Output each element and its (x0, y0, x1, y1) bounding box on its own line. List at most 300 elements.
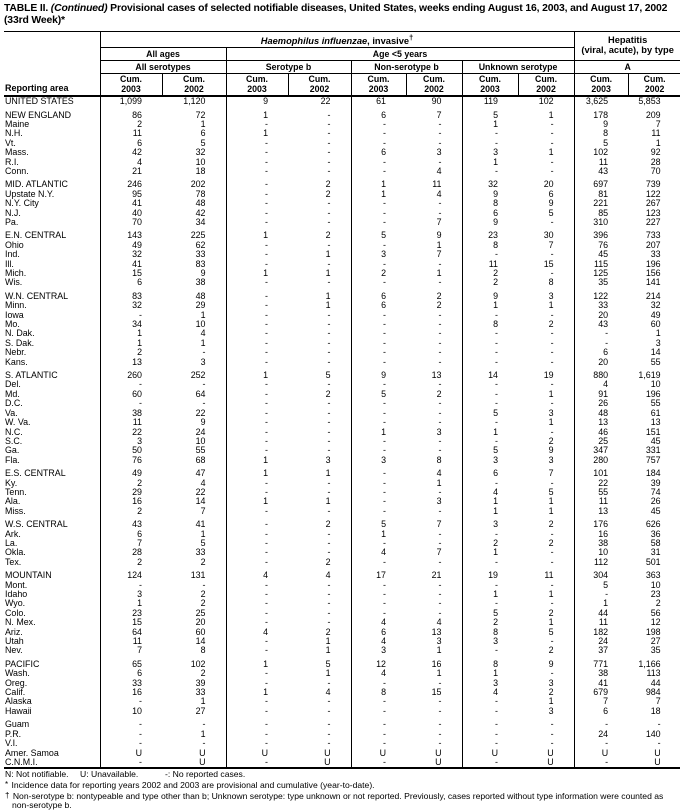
value-cell: 1 (325, 468, 331, 479)
value-cell: - (202, 347, 206, 358)
table-body (4, 96, 680, 768)
value-cell: U (435, 747, 442, 758)
value-cell: - (438, 319, 442, 330)
value-cell: - (550, 268, 554, 278)
reporting-area-header: Reporting area (4, 31, 100, 96)
value-cell: 1 (325, 290, 331, 301)
value-cell: U (628, 749, 680, 758)
value-cell: - (550, 249, 554, 260)
value-cell: 4 (351, 637, 406, 646)
value-cell: 8 (200, 645, 206, 656)
value-cell: - (327, 337, 331, 348)
value-cell: 4 (436, 617, 442, 628)
value-cell: 23 (100, 609, 162, 618)
value-cell: 33 (574, 301, 628, 310)
value-cell: - (327, 379, 331, 390)
table-row (4, 348, 680, 357)
value-cell: - (351, 409, 406, 418)
value-cell: 34 (195, 216, 206, 227)
reporting-area-cell: Pa. (5, 216, 19, 227)
value-cell: 13 (628, 418, 680, 427)
value-cell: - (550, 636, 554, 647)
value-cell: 1 (100, 339, 162, 348)
value-cell: 7 (436, 519, 442, 530)
table-row (4, 679, 680, 688)
table-row (4, 437, 680, 446)
value-cell: 7 (574, 697, 628, 706)
table-row (4, 497, 680, 506)
value-cell: 11 (100, 129, 162, 138)
value-cell: 14 (195, 496, 206, 507)
reporting-area-cell: N.J. (5, 207, 21, 218)
value-cell: 3 (628, 339, 680, 348)
value-cell: - (327, 486, 331, 497)
value-cell: 1 (226, 497, 288, 506)
value-cell: 115 (574, 260, 628, 269)
value-cell: 35 (628, 646, 680, 655)
value-cell: - (462, 129, 518, 138)
value-cell: - (462, 720, 518, 729)
footnote-items (5, 780, 679, 811)
value-cell: - (327, 128, 331, 139)
value-cell: 176 (574, 520, 628, 529)
value-cell: - (438, 445, 442, 456)
value-cell: 2 (200, 598, 206, 609)
value-cell: 4 (200, 328, 206, 339)
value-cell: 14 (628, 348, 680, 357)
value-cell: 28 (628, 158, 680, 167)
value-cell: 14 (462, 371, 518, 380)
value-cell: - (100, 581, 162, 590)
value-cell: - (351, 497, 406, 506)
table-row (4, 539, 680, 548)
value-cell: 2 (100, 120, 162, 129)
value-cell: - (462, 348, 518, 357)
value-cell: 29 (100, 488, 162, 497)
reporting-area-cell: Okla. (5, 547, 26, 558)
table-row (4, 250, 680, 259)
value-cell: 1 (436, 268, 442, 278)
value-cell: - (327, 738, 331, 749)
value-cell: - (462, 380, 518, 389)
table-row (4, 190, 680, 199)
value-cell: - (226, 120, 288, 129)
value-cell: - (351, 558, 406, 567)
cum-header-cell: Cum. 2003 (226, 73, 288, 96)
title-text: Provisional cases of selected notifiable diseases, United States, weeks ending August 16, 2003, and August 17, 2002 (107, 3, 668, 14)
value-cell: 33 (195, 547, 206, 558)
value-cell: - (226, 339, 288, 348)
value-cell: 1 (325, 249, 331, 260)
value-cell: 7 (100, 646, 162, 655)
value-cell: 1 (200, 696, 206, 707)
table-row (4, 260, 680, 269)
value-cell: 5 (200, 137, 206, 148)
value-cell: - (550, 137, 554, 148)
value-cell: - (226, 167, 288, 176)
value-cell: - (226, 679, 288, 688)
value-cell: 38 (574, 539, 628, 548)
value-cell: - (226, 241, 288, 250)
table-row (4, 558, 680, 567)
value-cell: 9 (436, 230, 442, 241)
value-cell: 60 (195, 626, 206, 637)
value-cell: 4 (226, 571, 288, 580)
value-cell: 32 (462, 180, 518, 189)
value-cell: 7 (548, 239, 554, 250)
value-cell: - (351, 399, 406, 408)
value-cell: - (226, 446, 288, 455)
value-cell: - (351, 679, 406, 688)
value-cell: 112 (574, 558, 628, 567)
value-cell: - (438, 118, 442, 129)
value-cell: - (351, 599, 406, 608)
value-cell: 83 (100, 292, 162, 301)
value-cell: 4 (351, 618, 406, 627)
reporting-area-cell: Hawaii (5, 705, 32, 716)
value-cell: 1 (548, 589, 554, 599)
reporting-area-cell: Miss. (5, 505, 26, 516)
value-cell: 10 (195, 319, 206, 330)
value-cell: 62 (195, 239, 206, 250)
value-cell: - (550, 356, 554, 367)
reporting-area-cell: Idaho (5, 589, 28, 599)
value-cell: 4 (436, 468, 442, 479)
value-cell: 9 (548, 658, 554, 669)
value-cell: - (462, 558, 518, 567)
value-cell: 984 (628, 688, 680, 697)
value-cell: - (226, 437, 288, 446)
hinf-species-label: Haemophilus influenzae (260, 35, 368, 46)
value-cell: - (351, 739, 406, 748)
value-cell: 198 (628, 628, 680, 637)
value-cell: 1 (548, 496, 554, 507)
value-cell: 9 (351, 371, 406, 380)
table-row (4, 301, 680, 310)
value-cell: 501 (628, 558, 680, 567)
value-cell: 19 (462, 571, 518, 580)
value-cell: 10 (574, 548, 628, 557)
value-cell: 10 (195, 156, 206, 167)
value-cell: 1 (226, 688, 288, 697)
value-cell: - (226, 218, 288, 227)
value-cell: 11 (432, 179, 442, 190)
value-cell: - (462, 479, 518, 488)
value-cell: - (226, 548, 288, 557)
value-cell: 17 (351, 571, 406, 580)
value-cell: - (438, 309, 442, 320)
value-cell: - (226, 311, 288, 320)
value-cell: 3 (100, 437, 162, 446)
value-cell: 16 (100, 688, 162, 697)
value-cell: 6 (574, 348, 628, 357)
value-cell: 23 (628, 590, 680, 599)
value-cell: 178 (574, 111, 628, 120)
value-cell: - (438, 738, 442, 749)
all-ages-header: All ages (100, 47, 226, 60)
value-cell: - (226, 599, 288, 608)
value-cell: 38 (195, 277, 206, 288)
value-cell: - (351, 758, 406, 768)
reporting-area-cell: Minn. (5, 300, 27, 311)
value-cell: 12 (351, 660, 406, 669)
value-cell: - (327, 435, 331, 446)
value-cell: - (100, 380, 162, 389)
table-row (4, 139, 680, 148)
value-cell: 8 (462, 320, 518, 329)
value-cell: 81 (574, 190, 628, 199)
value-cell: 2 (325, 519, 331, 530)
value-cell: 55 (628, 399, 680, 408)
value-cell: 6 (548, 188, 554, 199)
table-row (4, 158, 680, 167)
value-cell: 5 (548, 626, 554, 637)
value-cell: 1 (462, 120, 518, 129)
value-cell: 2 (548, 319, 554, 330)
value-cell: - (462, 329, 518, 338)
value-cell: - (327, 705, 331, 716)
reporting-area-cell: R.I. (5, 156, 19, 167)
value-cell: 24 (574, 730, 628, 739)
value-cell: 12 (628, 618, 680, 627)
value-cell: 20 (543, 179, 554, 190)
value-cell: 1,120 (183, 96, 206, 107)
value-cell: U (324, 747, 331, 758)
reporting-area-cell: Fla. (5, 454, 20, 465)
value-cell: 10 (195, 435, 206, 446)
value-cell: 11 (574, 618, 628, 627)
table-row (4, 148, 680, 157)
table-row (4, 730, 680, 739)
reporting-area-cell: Tex. (5, 556, 22, 567)
table-row (4, 339, 680, 348)
value-cell: 5 (548, 207, 554, 218)
value-cell: 48 (574, 409, 628, 418)
value-cell: - (351, 730, 406, 739)
value-cell: 9 (574, 120, 628, 129)
value-cell: - (327, 407, 331, 418)
value-cell: - (327, 216, 331, 227)
value-cell: - (550, 426, 554, 437)
value-cell: 4 (325, 687, 331, 698)
value-cell: 1 (548, 147, 554, 158)
value-cell: 119 (462, 96, 518, 106)
value-cell: 43 (574, 320, 628, 329)
value-cell: 122 (574, 292, 628, 301)
value-cell: 11 (574, 158, 628, 167)
value-cell: 61 (351, 96, 406, 106)
value-cell: - (351, 697, 406, 706)
value-cell: - (351, 218, 406, 227)
value-cell: 33 (628, 250, 680, 259)
value-cell: - (462, 390, 518, 399)
value-cell: - (226, 609, 288, 618)
non-serotype-b-header: Non-serotype b (351, 60, 462, 73)
value-cell: 143 (100, 231, 162, 240)
reporting-area-cell: Nebr. (5, 347, 27, 358)
value-cell: - (462, 530, 518, 539)
value-cell: 5 (462, 111, 518, 120)
value-cell: 2 (100, 507, 162, 516)
value-cell: 91 (574, 390, 628, 399)
value-cell: - (226, 399, 288, 408)
value-cell: - (202, 719, 206, 730)
value-cell: 1 (226, 269, 288, 278)
table-row (4, 278, 680, 287)
value-cell: 7 (436, 547, 442, 558)
reporting-area-cell: Wash. (5, 668, 30, 679)
value-cell: U (351, 749, 406, 758)
value-cell: 8 (462, 628, 518, 637)
value-cell: - (226, 488, 288, 497)
value-cell: 280 (574, 456, 628, 465)
value-cell: - (327, 319, 331, 330)
table-row (4, 269, 680, 278)
value-cell: 31 (628, 548, 680, 557)
value-cell: 32 (100, 301, 162, 310)
value-cell: 61 (628, 409, 680, 418)
value-cell: 4 (462, 688, 518, 697)
value-cell: - (226, 530, 288, 539)
value-cell: - (550, 216, 554, 227)
hepatitis-line2: (viral, acute), by type (581, 44, 674, 55)
value-cell: - (226, 590, 288, 599)
value-cell: 1 (462, 158, 518, 167)
value-cell: 13 (431, 370, 442, 381)
value-cell: - (462, 418, 518, 427)
value-cell: - (462, 730, 518, 739)
value-cell: 41 (100, 199, 162, 208)
value-cell: - (550, 719, 554, 730)
value-cell: 1 (325, 668, 331, 679)
value-cell: 2 (548, 687, 554, 698)
table-row (4, 479, 680, 488)
value-cell: - (226, 637, 288, 646)
reporting-area-cell: Ga. (5, 445, 20, 456)
table-row (4, 646, 680, 655)
value-cell: 34 (100, 320, 162, 329)
value-cell: - (438, 598, 442, 609)
cum-header-cell: Cum. 2003 (351, 73, 406, 96)
value-cell: - (438, 398, 442, 409)
value-cell: 21 (431, 570, 442, 581)
value-cell: 86 (100, 111, 162, 120)
value-cell: - (550, 528, 554, 539)
value-cell: 5 (462, 409, 518, 418)
value-cell: U (628, 758, 680, 768)
value-cell: - (462, 399, 518, 408)
value-cell: 9 (462, 218, 518, 227)
value-cell: 49 (100, 469, 162, 478)
reporting-area-cell: Ariz. (5, 626, 23, 637)
value-cell: - (574, 339, 628, 348)
value-cell: 3 (462, 679, 518, 688)
table-row (4, 446, 680, 455)
value-cell: 2 (200, 668, 206, 679)
reporting-area-cell: Mo. (5, 319, 20, 330)
value-cell: - (550, 347, 554, 358)
value-cell: - (351, 418, 406, 427)
value-cell: - (351, 539, 406, 548)
value-cell: 33 (100, 679, 162, 688)
value-cell: - (226, 479, 288, 488)
value-cell: - (226, 301, 288, 310)
value-cell: - (351, 479, 406, 488)
reporting-area-cell: Oreg. (5, 677, 28, 688)
value-cell: 347 (574, 446, 628, 455)
value-cell: 1 (436, 239, 442, 250)
value-cell: 4 (574, 380, 628, 389)
value-cell: 32 (195, 147, 206, 158)
table-row (4, 311, 680, 320)
cum-header-cell: Cum. 2003 (462, 73, 518, 96)
reporting-area-cell: La. (5, 537, 18, 548)
reporting-area-cell: E.N. CENTRAL (5, 230, 67, 241)
value-cell: 4 (462, 488, 518, 497)
value-cell: 1 (548, 505, 554, 516)
value-cell: - (574, 329, 628, 338)
value-cell: 8 (574, 129, 628, 138)
value-cell: 70 (100, 218, 162, 227)
value-cell: - (462, 167, 518, 176)
value-cell: - (438, 719, 442, 730)
reporting-area-cell: Del. (5, 379, 21, 390)
table-row (4, 241, 680, 250)
value-cell: 41 (195, 519, 206, 530)
value-cell: 6 (351, 111, 406, 120)
value-cell: - (438, 417, 442, 428)
cum-header-row (4, 73, 680, 96)
value-cell: 1 (200, 337, 206, 348)
value-cell: 123 (628, 209, 680, 218)
value-cell: 6 (351, 628, 406, 637)
value-cell: 3 (548, 407, 554, 418)
cum-header-cell: Cum. 2002 (288, 73, 351, 96)
value-cell: 7 (628, 697, 680, 706)
value-cell: - (226, 148, 288, 157)
table-row (4, 488, 680, 497)
hinf-group-header (100, 31, 574, 47)
value-cell: 1 (226, 129, 288, 138)
value-cell: - (226, 180, 288, 189)
reporting-area-cell: Utah (5, 636, 24, 647)
reporting-area-cell: Ill. (5, 258, 14, 269)
value-cell: - (327, 607, 331, 618)
value-cell: 24 (574, 637, 628, 646)
value-cell: 739 (628, 180, 680, 189)
value-cell: - (226, 558, 288, 567)
table-row (4, 399, 680, 408)
value-cell: - (462, 311, 518, 320)
value-cell: - (100, 720, 162, 729)
value-cell: - (438, 137, 442, 148)
reporting-area-cell: Guam (5, 719, 30, 730)
value-cell: 16 (574, 530, 628, 539)
value-cell: - (226, 278, 288, 287)
value-cell: - (226, 707, 288, 716)
table-row (4, 231, 680, 240)
value-cell: 1 (325, 645, 331, 656)
value-cell: 2 (436, 300, 442, 311)
value-cell: U (547, 747, 554, 758)
table-row (4, 129, 680, 138)
reporting-area-cell: Upstate N.Y. (5, 188, 55, 199)
table-row (4, 628, 680, 637)
reporting-area-cell: Colo. (5, 607, 26, 618)
value-cell: - (438, 328, 442, 339)
value-cell: - (438, 407, 442, 418)
value-cell: - (462, 707, 518, 716)
